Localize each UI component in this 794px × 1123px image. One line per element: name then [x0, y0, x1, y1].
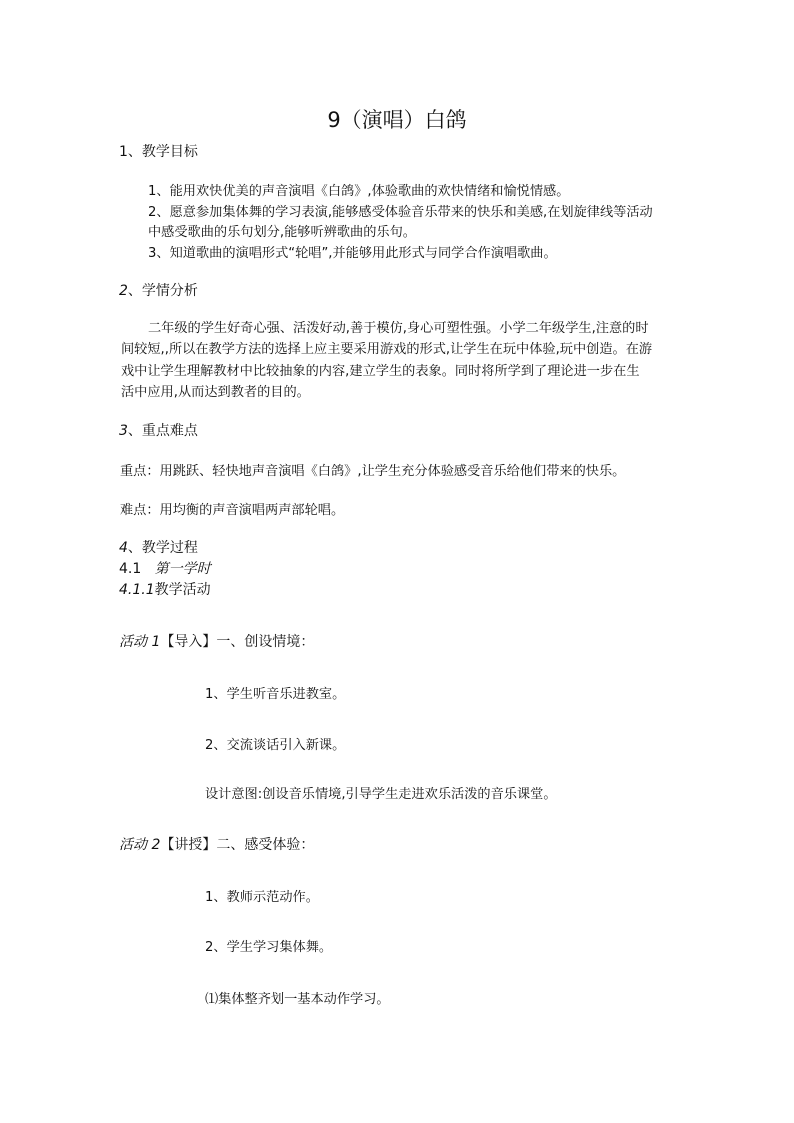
- activity-title: 【导入】一、创设情境：: [160, 634, 315, 650]
- activity-1-heading: [119, 631, 314, 651]
- analysis-line-1: 二年级的学生好奇心强、活泼好动,善于模仿,身心可塑性强。小学二年级学生,注意的时: [148, 321, 649, 336]
- analysis-line-4: 活中应用,从而达到教者的目的。: [121, 385, 310, 400]
- activity-title: 【讲授】二、感受体验：: [160, 837, 315, 853]
- subsection-number: 4.1.1: [119, 582, 155, 598]
- activity-1-design-intent: 设计意图:创设音乐情境,引导学生走进欢乐活泼的音乐课堂。: [205, 787, 557, 802]
- section-process-heading: [119, 537, 198, 557]
- difficult-point: 难点：用均衡的声音演唱两声部轮唱。: [120, 503, 345, 518]
- subsection-text: 第一学时: [154, 561, 211, 577]
- subsection-lesson-1: [119, 558, 211, 578]
- activity-2-subitem: ⑴集体整齐划一基本动作学习。: [205, 992, 390, 1007]
- activity-1-item: 1、学生听音乐进教室。: [205, 687, 346, 702]
- heading-text: 、学情分析: [127, 283, 198, 299]
- page-title: 9（演唱）白鸽: [327, 108, 467, 132]
- analysis-line-3: 戏中让学生理解教材中比较抽象的内容,建立学生的表象。同时将所学到了理论进一步在生: [121, 364, 640, 379]
- heading-number: 2: [119, 283, 128, 299]
- activity-2-item: 2、学生学习集体舞。: [205, 940, 333, 955]
- goal-item-3: 3、知道歌曲的演唱形式“轮唱”,并能够用此形式与同学合作演唱歌曲。: [148, 246, 557, 261]
- heading-text: 、重点难点: [127, 423, 198, 439]
- goal-item-1: 1、能用欢快优美的声音演唱《白鸽》,体验歌曲的欢快情绪和愉悦情感。: [148, 184, 570, 199]
- heading-number: 4: [119, 540, 128, 556]
- activity-label: 活动 2: [119, 837, 161, 853]
- activity-label: 活动 1: [119, 634, 161, 650]
- activity-2-heading: [119, 834, 314, 854]
- subsection-activities: [119, 579, 211, 599]
- key-point: 重点：用跳跃、轻快地声音演唱《白鸽》,让学生充分体验感受音乐给他们带来的快乐。: [120, 464, 626, 479]
- subsection-text: 教学活动: [154, 582, 211, 598]
- heading-number: 3: [119, 423, 128, 439]
- analysis-line-2: 间较短,,所以在教学方法的选择上应主要采用游戏的形式,让学生在玩中体验,玩中创造。在游: [121, 342, 653, 357]
- heading-text: 、教学过程: [127, 540, 198, 556]
- activity-1-item: 2、交流谈话引入新课。: [205, 738, 346, 753]
- activity-2-item: 1、教师示范动作。: [205, 890, 319, 905]
- section-analysis-heading: [119, 280, 198, 300]
- section-goals-heading: 1、教学目标: [119, 144, 198, 160]
- subsection-number: 4.1: [119, 561, 142, 577]
- section-keypoints-heading: [119, 420, 198, 440]
- goal-item-2: 2、愿意参加集体舞的学习表演,能够感受体验音乐带来的快乐和美感,在划旋律线等活动: [148, 205, 653, 220]
- goal-item-2-cont: 中感受歌曲的乐句划分,能够听辨歌曲的乐句。: [148, 225, 416, 240]
